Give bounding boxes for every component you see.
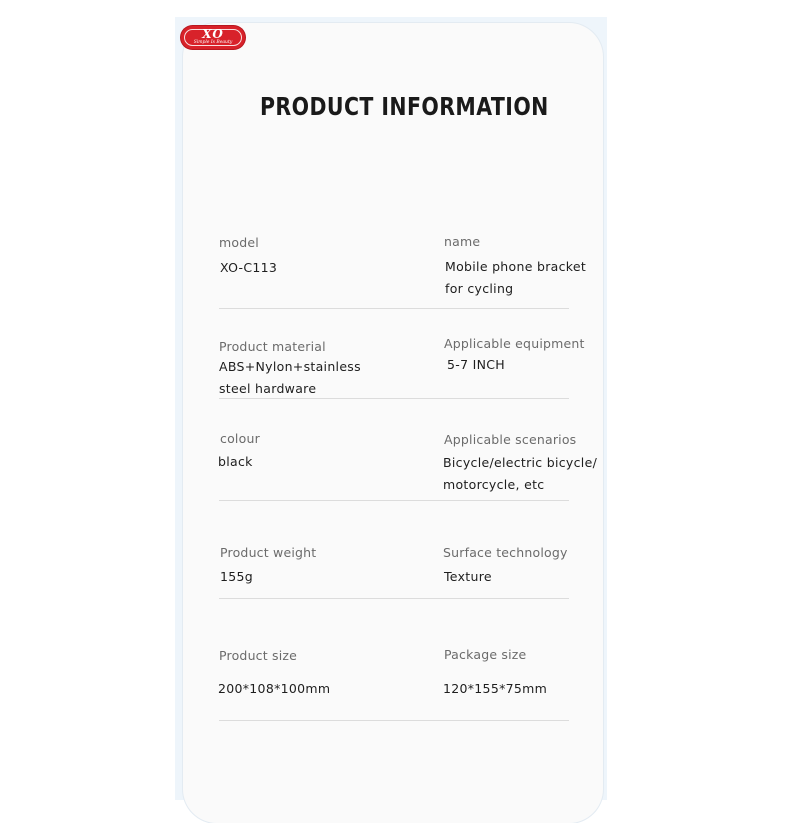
material-label: Product material [219,339,326,354]
surface-label: Surface technology [443,545,568,560]
weight-label: Product weight [220,545,317,560]
name-label: name [444,234,481,249]
divider [219,598,569,599]
info-card [183,23,603,823]
weight-value: 155g [220,569,253,584]
brand-logo [181,26,245,49]
brand-mark: XO [202,27,224,41]
divider [219,308,569,309]
equipment-label: Applicable equipment [444,336,585,351]
size-value: 200*108*100mm [218,681,331,696]
equipment-value: 5-7 INCH [447,357,505,372]
package-value: 120*155*75mm [443,681,548,696]
name-value-line2: for cycling [445,281,514,296]
colour-value: black [218,454,253,469]
divider [219,720,569,721]
divider [219,500,569,501]
material-value-line1: ABS+Nylon+stainless [219,359,361,374]
scenarios-label: Applicable scenarios [444,432,577,447]
scenarios-value-line2: motorcycle, etc [443,477,545,492]
material-value-line2: steel hardware [219,381,317,396]
surface-value: Texture [444,569,492,584]
divider [219,398,569,399]
brand-tagline: Simple Is Beauty [193,40,233,45]
name-value-line1: Mobile phone bracket [445,259,587,274]
model-value: XO-C113 [220,260,278,275]
package-label: Package size [444,647,527,662]
model-label: model [219,235,259,250]
page-title: PRODUCT INFORMATION [260,92,549,121]
scenarios-value-line1: Bicycle/electric bicycle/ [443,455,598,470]
colour-label: colour [220,431,260,446]
size-label: Product size [219,648,298,663]
